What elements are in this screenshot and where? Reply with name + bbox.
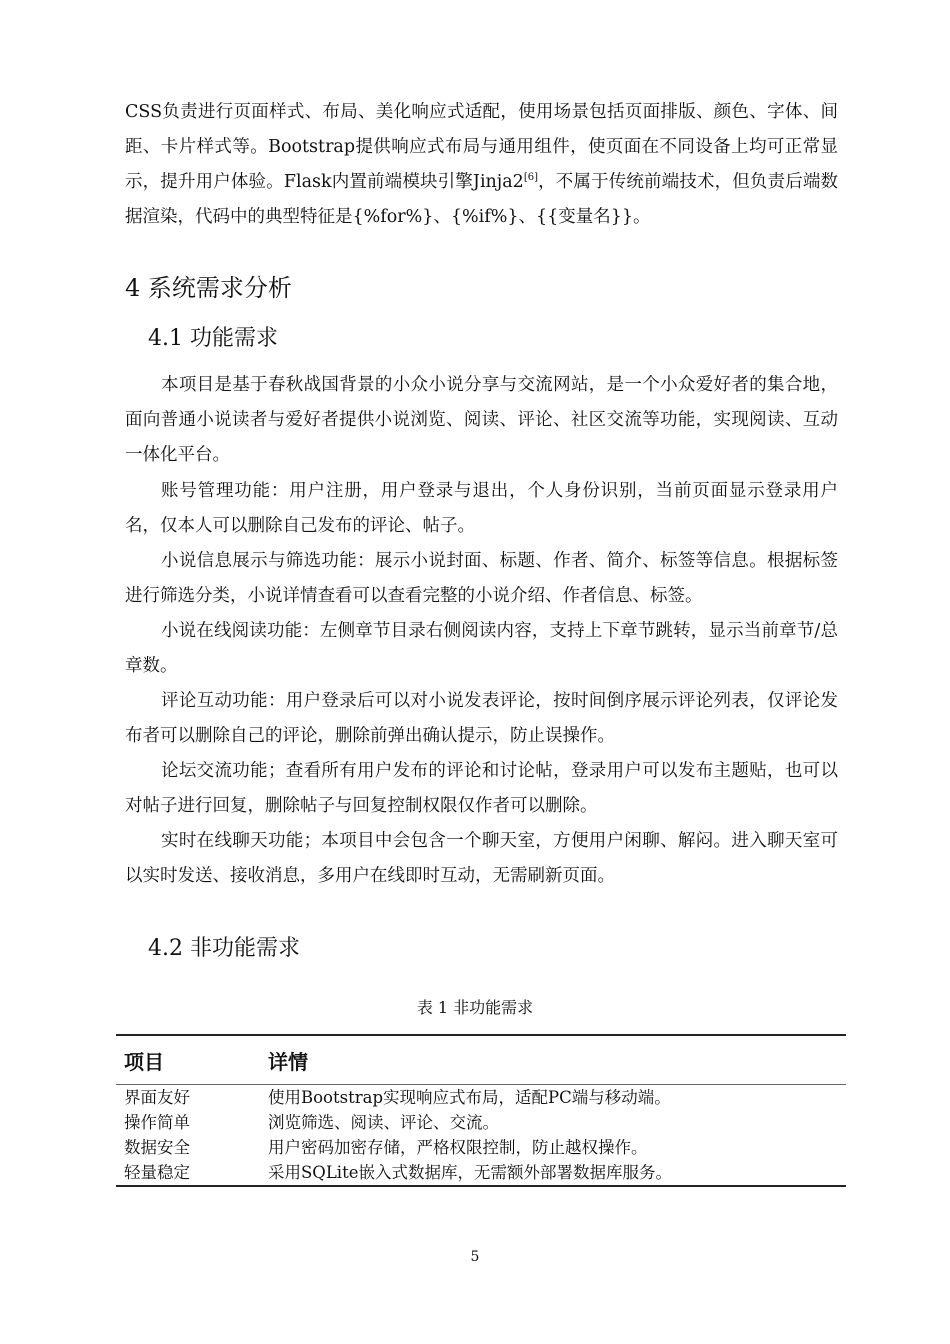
table-cell-item: 界面友好 bbox=[124, 1088, 190, 1107]
column-header: 项目 bbox=[116, 1035, 262, 1085]
subsection-heading-functional: 4.1 功能需求 bbox=[148, 326, 278, 351]
table-cell-detail: 采用SQLite嵌入式数据库，无需额外部署数据库服务。 bbox=[262, 1160, 846, 1186]
body-paragraph: 实时在线聊天功能；本项目中会包含一个聊天室，方便用户闲聊、解闷。进入聊天室可以实时发送、接收消息，多用户在线即时互动，无需刷新页面。 bbox=[125, 831, 838, 886]
body-paragraph: 账号管理功能：用户注册，用户登录与退出，个人身份识别，当前页面显示登录用户名，仅本人可以删除自己发布的评论、帖子。 bbox=[125, 481, 838, 536]
table-row bbox=[116, 1110, 846, 1135]
table-row bbox=[116, 1135, 846, 1160]
intro-text-a: CSS负责进行页面样式、布局、美化响应式适配，使用场景包括页面排版、颜色、字体、间距、卡片样式等。Bootstrap提供响应式布局与通用组件，使页面在不同设备上均可正常显示，提升用户体验。Flask内置前端模块引擎Jinja2 bbox=[125, 102, 838, 192]
table-cell-detail: 用户密码加密存储，严格权限控制，防止越权操作。 bbox=[268, 1138, 648, 1157]
table-cell-item: 轻量稳定 bbox=[116, 1160, 262, 1186]
body-paragraph: 本项目是基于春秋战国背景的小众小说分享与交流网站，是一个小众爱好者的集合地，面向普通小说读者与爱好者提供小说浏览、阅读、评论、社区交流等功能，实现阅读、互动一体化平台。 bbox=[125, 375, 838, 465]
body-paragraph: 小说在线阅读功能：左侧章节目录右侧阅读内容，支持上下章节跳转，显示当前章节/总章数。 bbox=[125, 621, 838, 676]
table-header-row bbox=[116, 1035, 846, 1085]
table-row bbox=[116, 1085, 846, 1111]
column-header: 详情 bbox=[262, 1035, 846, 1085]
table-cell-item: 数据安全 bbox=[124, 1138, 190, 1157]
table-cell-item: 操作简单 bbox=[124, 1113, 190, 1132]
table-row bbox=[116, 1160, 846, 1186]
body-paragraph: 论坛交流功能；查看所有用户发布的评论和讨论帖，登录用户可以发布主题贴，也可以对帖子进行回复，删除帖子与回复控制权限仅作者可以删除。 bbox=[125, 761, 838, 816]
table-caption: 表 1 非功能需求 bbox=[416, 998, 534, 1017]
table-cell-detail: 使用Bootstrap实现响应式布局，适配PC端与移动端。 bbox=[268, 1088, 671, 1107]
requirements-table bbox=[116, 1034, 846, 1187]
intro-text-b: ，不属于传统前端技术，但负责后端数据渲染，代码中的典型特征是{%for%}、{%if%}、{{变量名}}。 bbox=[125, 172, 839, 227]
body-paragraph: 评论互动功能：用户登录后可以对小说发表评论，按时间倒序展示评论列表，仅评论发布者可以删除自己的评论，删除前弹出确认提示，防止误操作。 bbox=[125, 691, 838, 746]
page-number: 5 bbox=[470, 1249, 480, 1265]
citation-ref: [6] bbox=[523, 172, 538, 183]
body-paragraph: 小说信息展示与筛选功能：展示小说封面、标题、作者、简介、标签等信息。根据标签进行筛选分类，小说详情查看可以查看完整的小说介绍、作者信息、标签。 bbox=[125, 551, 838, 606]
intro-paragraph bbox=[125, 95, 838, 235]
subsection-heading-nonfunctional: 4.2 非功能需求 bbox=[148, 936, 300, 961]
section-heading: 4 系统需求分析 bbox=[125, 274, 292, 302]
table-cell-detail: 浏览筛选、阅读、评论、交流。 bbox=[268, 1113, 499, 1132]
